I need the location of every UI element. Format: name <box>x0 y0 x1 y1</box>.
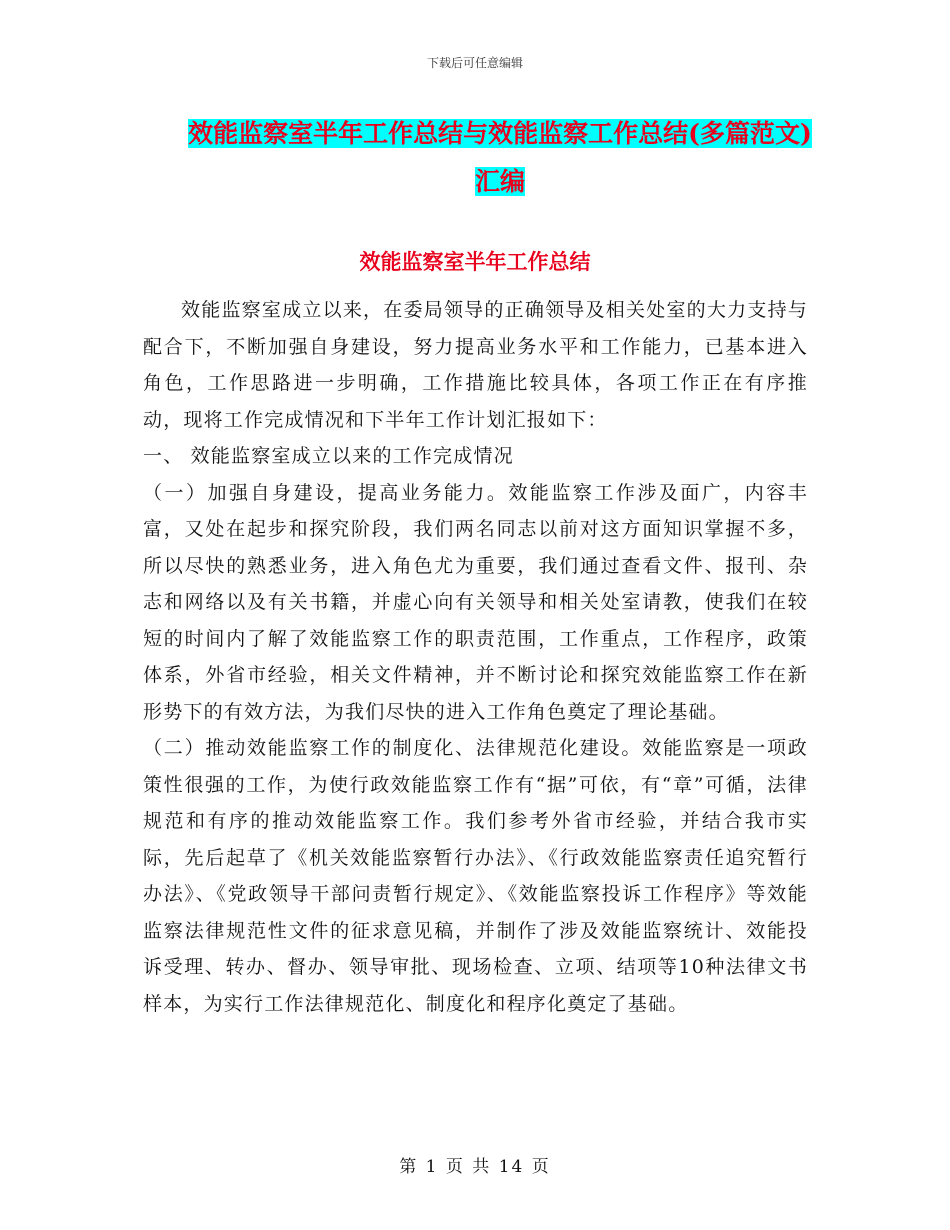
page-footer: 第 1 页 共 14 页 <box>399 1157 551 1177</box>
paragraph-item-2: （二）推动效能监察工作的制度化、法律规范化建设。效能监察是一项政策性很强的工作，为使行政效能监察工作有“据”可依，有“章”可循，法律规范和有序的推动效能监察工作。我们参考外省市经验，并结合我市实际，先后起草了《机关效能监察暂行办法》、《行政效能监察责任追究暂行办法》、《党政领导干部问责暂行规定》、《效能监察投诉工作程序》等效能监察法律规范性文件的征求意见稿，并制作了涉及效能监察统计、效能投诉受理、转办、督办、领导审批、现场检查、立项、结项等10种法律文书样本，为实行工作法律规范化、制度化和程序化奠定了基础。 <box>143 737 808 1015</box>
paragraph-item-1: （一）加强自身建设，提高业务能力。效能监察工作涉及面广，内容丰富，又处在起步和探究阶段，我们两名同志以前对这方面知识掌握不多，所以尽快的熟悉业务，进入角色尤为重要，我们通过查看文件、报刊、杂志和网络以及有关书籍，并虚心向有关领导和相关处室请教，使我们在较短的时间内了解了效能监察工作的职责范围，工作重点，工作程序，政策体系，外省市经验，相关文件精神，并不断讨论和探究效能监察工作在新形势下的有效方法，为我们尽快的进入工作角色奠定了理论基础。 <box>143 481 808 723</box>
header-note: 下载后可任意编辑 <box>426 56 523 70</box>
document-title-text: 效能监察室半年工作总结与效能监察工作总结(多篇范文)汇编 <box>188 119 812 196</box>
paragraph-heading-1: 一、 效能监察室成立以来的工作完成情况 <box>143 445 514 467</box>
document-body <box>143 292 808 1022</box>
paragraph-intro: 效能监察室成立以来，在委局领导的正确领导及相关处室的大力支持与配合下，不断加强自身建设，努力提高业务水平和工作能力，已基本进入角色，工作思路进一步明确，工作措施比较具体，各项工作正在有序推动，现将工作完成情况和下半年工作计划汇报如下： <box>143 299 808 431</box>
document-title <box>180 110 820 206</box>
section-title: 效能监察室半年工作总结 <box>359 249 591 274</box>
